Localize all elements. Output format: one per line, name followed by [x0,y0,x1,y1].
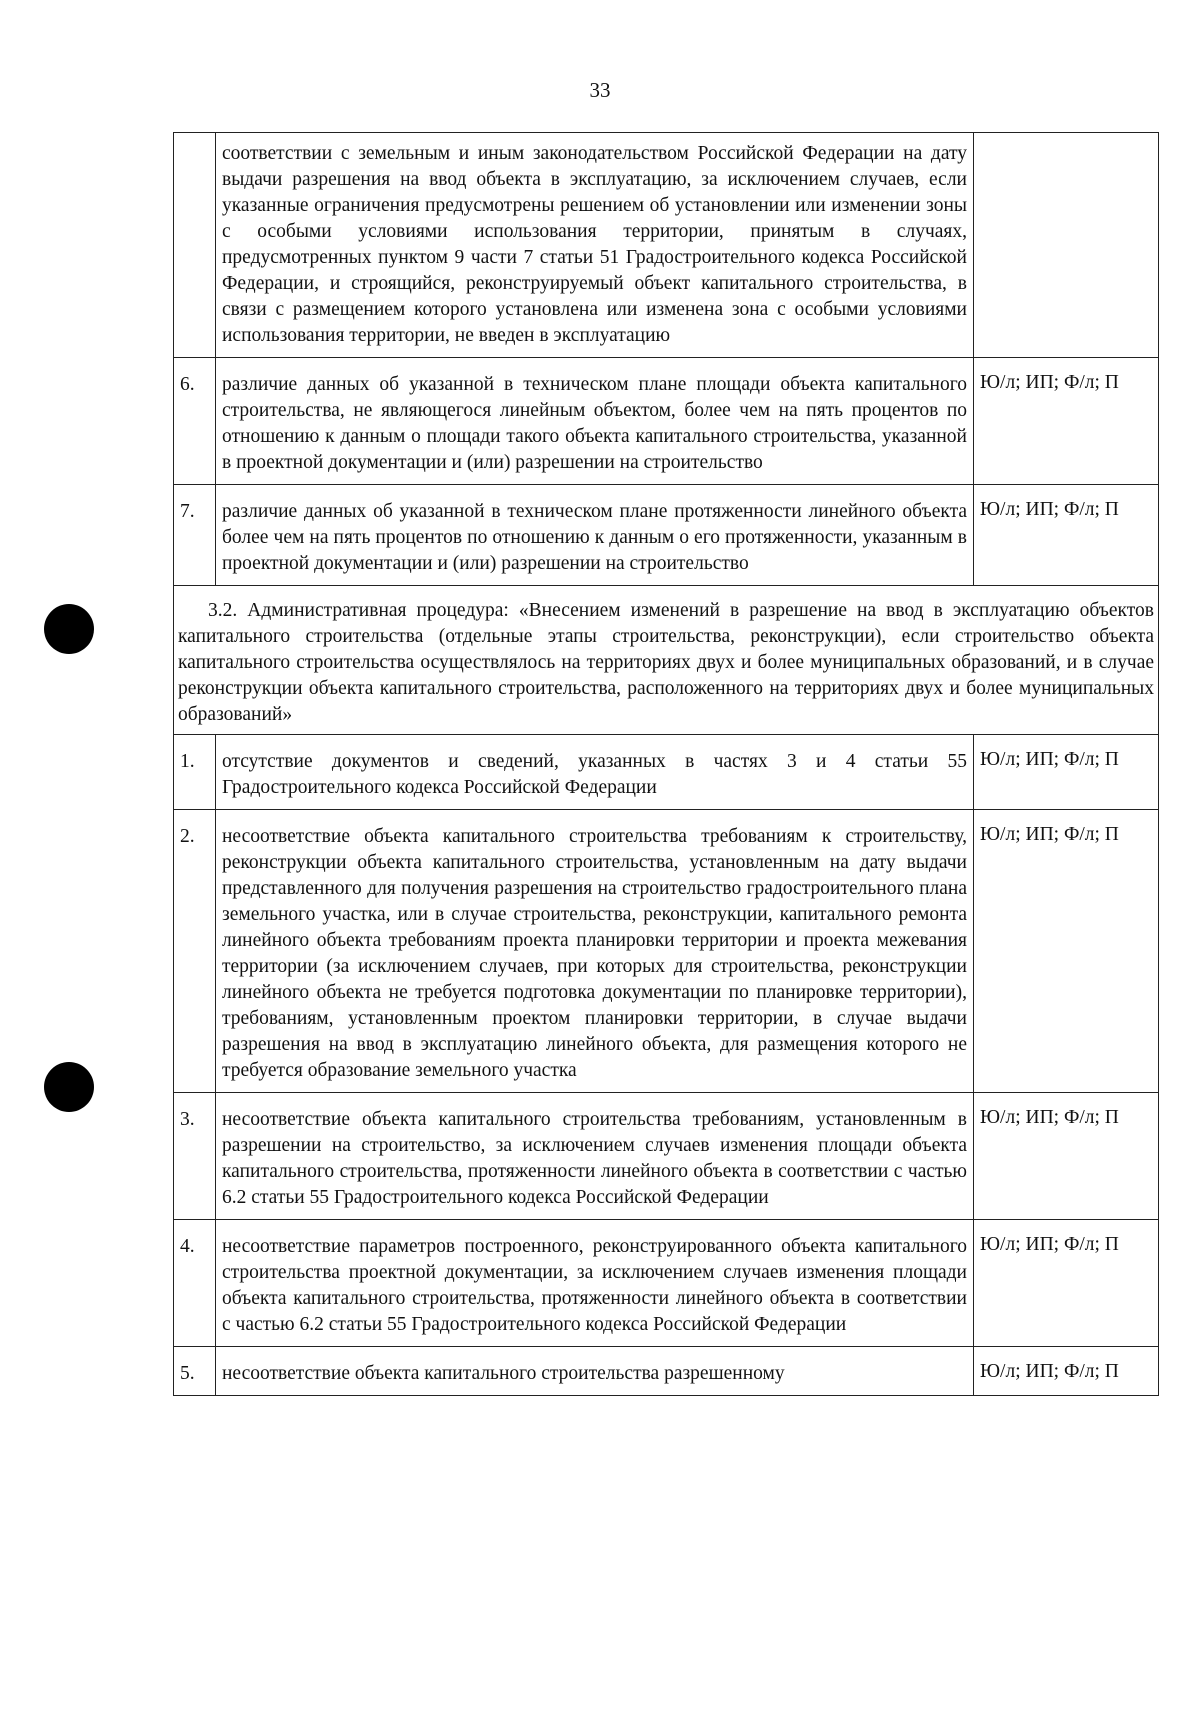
table-row [174,1220,1159,1347]
row-number [174,133,216,358]
row-text: различие данных об указанной в техническом плане площади объекта капитального строительства, не являющегося линейным объектом, более чем на пять процентов по отношению к данным о площади такого объекта капитального строительства, указанной в проектной документации и (или) разрешении на строительство [216,358,974,485]
row-number: 3. [174,1093,216,1220]
row-number: 1. [174,735,216,810]
table-row [174,1093,1159,1220]
row-subjects: Ю/л; ИП; Ф/л; П [974,810,1159,1093]
row-number: 2. [174,810,216,1093]
table-row [174,735,1159,810]
section-row [174,586,1159,735]
row-text: несоответствие объекта капитального строительства требованиям, установленным в разрешении на строительство, за исключением случаев изменения площади объекта капитального строительства, протяженности линейного объекта в соответствии с частью 6.2 статьи 55 Градостроительного кодекса Российской Федерации [216,1093,974,1220]
table-row [174,810,1159,1093]
row-text: соответствии с земельным и иным законодательством Российской Федерации на дату выдачи разрешения на ввод объекта в эксплуатацию, за исключением случаев, если указанные ограничения предусмотрены решением об установлении или изменении зоны с особыми условиями использования территории, принятым в случаях, предусмотренных пунктом 9 части 7 статьи 51 Градостроительного кодекса Российской Федерации, и строящийся, реконструируемый объект капитального строительства, в связи с размещением которого установлена или изменена зона с особыми условиями использования территории, не введен в эксплуатацию [216,133,974,358]
page-number: 33 [589,78,611,102]
table-row [174,358,1159,485]
table-row [174,485,1159,586]
row-text: несоответствие параметров построенного, реконструированного объекта капитального строительства проектной документации, за исключением случаев изменения площади объекта капитального строительства, протяженности линейного объекта в соответствии с частью 6.2 статьи 55 Градостроительного кодекса Российской Федерации [216,1220,974,1347]
row-text: несоответствие объекта капитального строительства требованиям к строительству, реконструкции объекта капитального строительства, установленным на дату выдачи представленного для получения разрешения на строительство градостроительного плана земельного участка, или в случае строительства, реконструкции, капитального ремонта линейного объекта требованиям проекта планировки территории и проекта межевания территории (за исключением случаев, при которых для строительства, реконструкции линейного объекта не требуется подготовка документации по планировке территории), требованиям, установленным проектом планировки территории, в случае выдачи разрешения на ввод в эксплуатацию линейного объекта, для размещения которого не требуется образование земельного участка [216,810,974,1093]
punch-hole-mark [44,1062,94,1112]
row-number: 5. [174,1347,216,1396]
row-subjects: Ю/л; ИП; Ф/л; П [974,1093,1159,1220]
table-row [174,1347,1159,1396]
row-subjects: Ю/л; ИП; Ф/л; П [974,485,1159,586]
row-number: 4. [174,1220,216,1347]
row-subjects: Ю/л; ИП; Ф/л; П [974,1220,1159,1347]
requirements-table [173,132,1159,1396]
row-number: 6. [174,358,216,485]
table-row [174,133,1159,358]
row-text: различие данных об указанной в техническом плане протяженности линейного объекта более чем на пять процентов по отношению к данным о его протяженности, указанным в проектной документации и (или) разрешении на строительство [216,485,974,586]
row-text: несоответствие объекта капитального строительства разрешенному [216,1347,974,1396]
row-subjects [974,133,1159,358]
row-subjects: Ю/л; ИП; Ф/л; П [974,735,1159,810]
punch-hole-mark [44,604,94,654]
row-subjects: Ю/л; ИП; Ф/л; П [974,358,1159,485]
row-subjects: Ю/л; ИП; Ф/л; П [974,1347,1159,1396]
section-heading: 3.2. Административная процедура: «Внесением изменений в разрешение на ввод в эксплуатацию объектов капитального строительства (отдельные этапы строительства, реконструкции), если строительство объекта капитального строительства осуществлялось на территориях двух и более муниципальных образований, и в случае реконструкции объекта капитального строительства, расположенного на территориях двух и более муниципальных образований» [174,586,1159,735]
row-text: отсутствие документов и сведений, указанных в частях 3 и 4 статьи 55 Градостроительного кодекса Российской Федерации [216,735,974,810]
row-number: 7. [174,485,216,586]
